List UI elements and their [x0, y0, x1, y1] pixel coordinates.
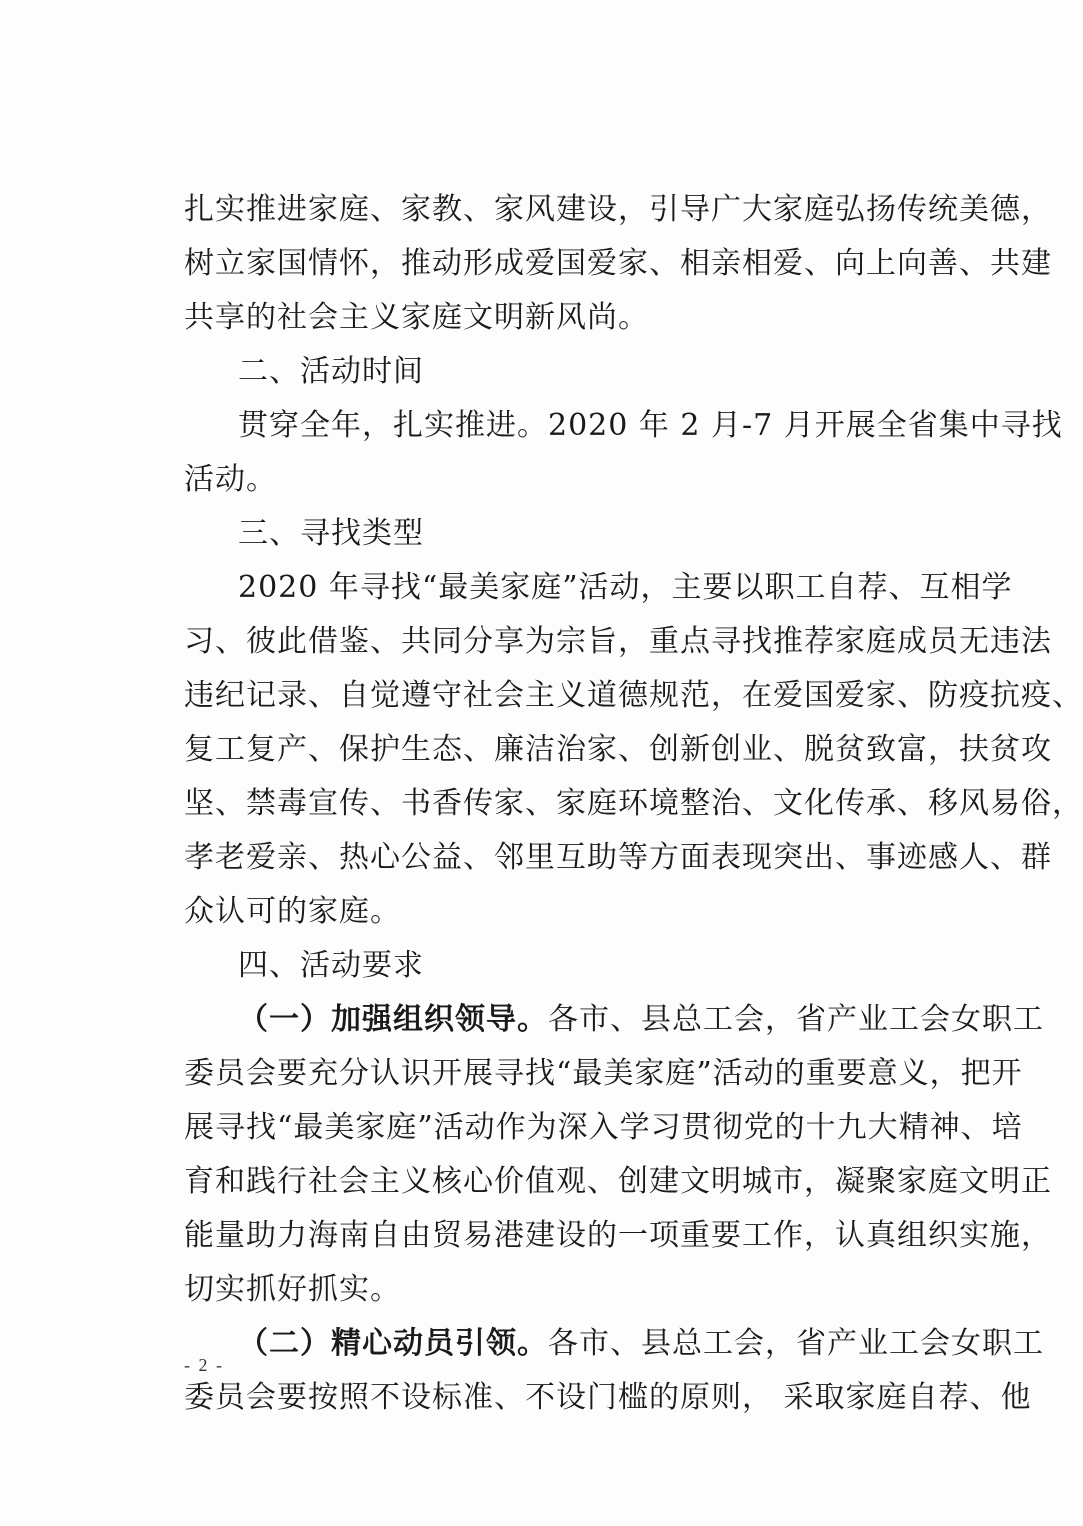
body-line: 委员会要按照不设标准、不设门槛的原则， 采取家庭自荐、他 — [184, 1380, 1032, 1415]
body-line: 2020 年寻找“最美家庭”活动，主要以职工自荐、互相学 — [238, 570, 1013, 605]
requirement-item-2-text: 各市、县总工会，省产业工会女职工 — [548, 1326, 1044, 1361]
body-line: 违纪记录、自觉遵守社会主义道德规范，在爱国爱家、防疫抗疫、 — [184, 678, 1083, 713]
requirement-item-2-lead: （二）精心动员引领。 — [238, 1326, 548, 1361]
body-line: 贯穿全年，扎实推进。2020 年 2 月-7 月开展全省集中寻找 — [238, 408, 1063, 443]
body-line: 扎实推进家庭、家教、家风建设，引导广大家庭弘扬传统美德， — [184, 192, 1052, 227]
body-line: 展寻找“最美家庭”活动作为深入学习贯彻党的十九大精神、培 — [184, 1110, 1023, 1145]
requirement-item-1-first-line — [184, 993, 1044, 1047]
body-line: 育和践行社会主义核心价值观、创建文明城市，凝聚家庭文明正 — [184, 1164, 1052, 1199]
requirement-item-1-text: 各市、县总工会，省产业工会女职工 — [548, 1002, 1044, 1037]
body-line: 众认可的家庭。 — [184, 894, 401, 929]
body-line: 复工复产、保护生态、廉洁治家、创新创业、脱贫致富，扶贫攻 — [184, 732, 1052, 767]
page-number: - 2 - — [184, 1355, 224, 1375]
section-heading-activity-time: 二、活动时间 — [238, 354, 424, 389]
body-line: 孝老爱亲、热心公益、邻里互助等方面表现突出、事迹感人、群 — [184, 840, 1052, 875]
section-heading-search-types: 三、寻找类型 — [238, 516, 424, 551]
body-line: 委员会要充分认识开展寻找“最美家庭”活动的重要意义，把开 — [184, 1056, 1023, 1091]
body-line: 能量助力海南自由贸易港建设的一项重要工作，认真组织实施， — [184, 1218, 1052, 1253]
body-line: 共享的社会主义家庭文明新风尚。 — [184, 300, 649, 335]
body-line: 习、彼此借鉴、共同分享为宗旨，重点寻找推荐家庭成员无违法 — [184, 624, 1052, 659]
body-line: 切实抓好抓实。 — [184, 1272, 401, 1307]
body-line: 坚、禁毒宣传、书香传家、家庭环境整治、文化传承、移风易俗， — [184, 786, 1083, 821]
requirement-item-1-lead: （一）加强组织领导。 — [238, 1002, 548, 1037]
body-line: 树立家国情怀，推动形成爱国爱家、相亲相爱、向上向善、共建 — [184, 246, 1052, 281]
requirement-item-2-first-line — [184, 1317, 1044, 1371]
section-heading-activity-requirements: 四、活动要求 — [238, 948, 424, 983]
document-body — [184, 183, 1083, 1425]
body-line: 活动。 — [184, 462, 277, 497]
